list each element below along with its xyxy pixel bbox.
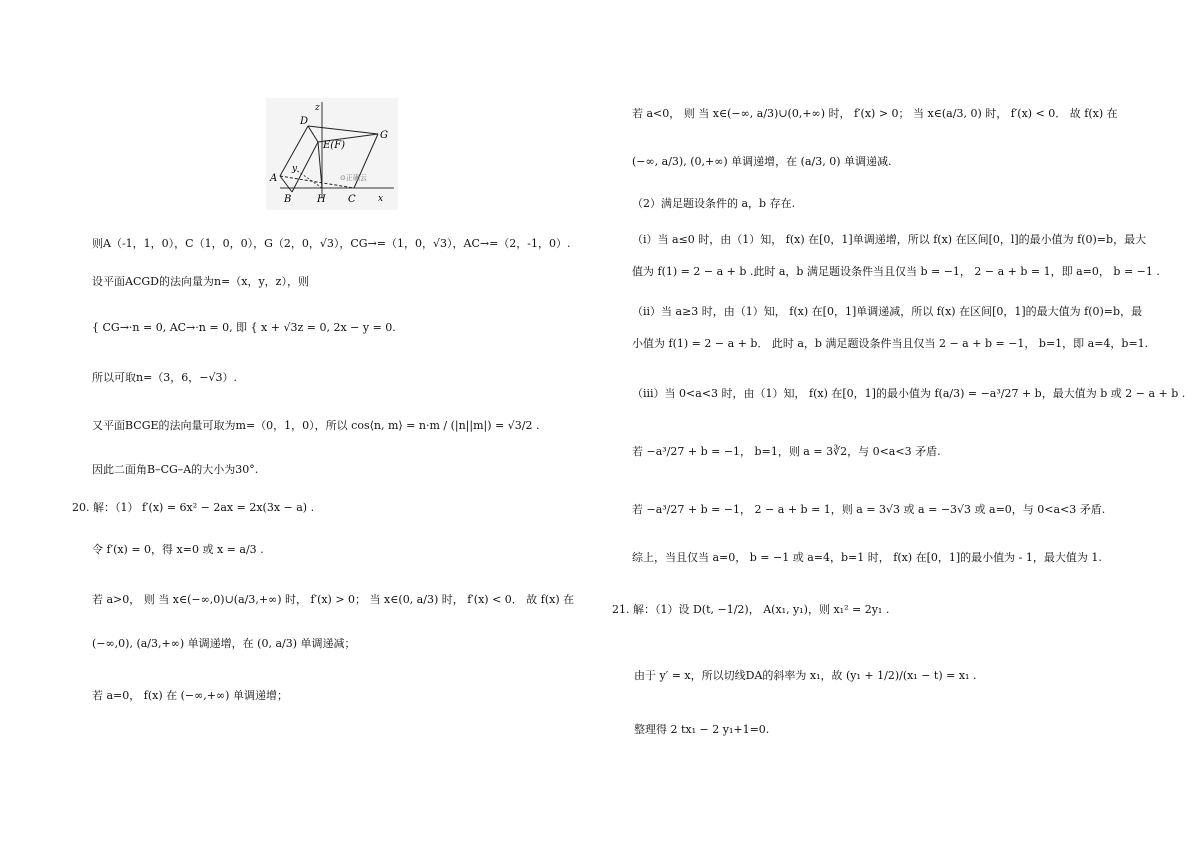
left-line-7: 20. 解：（1） f′(x) = 6x² − 2ax = 2x(3x − a) . (72, 501, 315, 514)
point-b-label: B (284, 194, 292, 205)
left-line-11: 若 a=0， f(x) 在 (−∞,+∞) 单调递增； (92, 689, 288, 702)
right-line-9: 若 −a³/27 + b = −1， b=1，则 a = 3∛2，与 0<a<3 矛盾. (632, 445, 941, 458)
left-line-6: 因此二面角B–CG–A的大小为30°. (92, 463, 259, 476)
right-line-11: 综上，当且仅当 a=0， b = −1 或 a=4，b=1 时， f(x) 在[0，1]的最小值为 - 1，最大值为 1. (632, 551, 1102, 564)
left-line-2: 设平面ACGD的法向量为n=（x，y，z），则 (92, 275, 309, 288)
right-line-5: 值为 f(1) = 2 − a + b .此时 a，b 满足题设条件当且仅当 b = −1， 2 − a + b = 1，即 a=0， b = −1 . (632, 265, 1160, 278)
geometry-figure (266, 98, 398, 210)
axis-z-label: z (315, 103, 320, 113)
point-c-label: C (348, 194, 356, 205)
axis-x-label: x (378, 194, 384, 204)
left-line-1: 则A（-1，1，0），C（1，0，0），G（2，0，√3），CG→=（1，0，√3），AC→=（2，-1，0）. (92, 237, 571, 250)
right-line-10: 若 −a³/27 + b = −1， 2 − a + b = 1，则 a = 3√3 或 a = −3√3 或 a=0，与 0<a<3 矛盾. (632, 503, 1106, 516)
right-line-13: 由于 y′ = x，所以切线DA的斜率为 x₁，故 (y₁ + 1/2)/(x₁ − t) = x₁ . (634, 669, 977, 682)
right-line-14: 整理得 2 tx₁ − 2 y₁+1=0. (634, 723, 770, 736)
right-line-12: 21. 解：（1）设 D(t, −1/2)， A(x₁, y₁)，则 x₁² = 2y₁ . (612, 603, 890, 616)
left-line-10: (−∞,0), (a/3,+∞) 单调递增，在 (0, a/3) 单调递减； (92, 637, 356, 650)
left-line-9: 若 a>0， 则 当 x∈(−∞,0)∪(a/3,+∞) 时， f′(x) > 0； 当 x∈(0, a/3) 时， f′(x) < 0． 故 f(x) 在 (92, 593, 575, 606)
axis-y-label: y (292, 164, 298, 174)
left-line-5: 又平面BCGE的法向量可取为m=（0，1，0），所以 cos⟨n, m⟩ = n·m / (|n||m|) = √3/2 . (92, 419, 540, 432)
watermark-text: ⊙正确云 (340, 174, 367, 182)
point-a-label: A (270, 173, 278, 184)
point-g-label: G (380, 130, 388, 141)
right-line-4: （i）当 a≤0 时，由（1）知， f(x) 在[0，1]单调递增，所以 f(x) 在区间[0，l]的最小值为 f(0)=b，最大 (632, 233, 1147, 246)
point-ef-label: E(F) (323, 140, 346, 151)
right-line-8: （iii）当 0<a<3 时，由（1）知， f(x) 在[0，1]的最小值为 f(a/3) = −a³/27 + b，最大值为 b 或 2 − a + b . (632, 387, 1186, 400)
prism-diagram (266, 98, 398, 210)
right-line-7: 小值为 f(1) = 2 − a + b． 此时 a，b 满足题设条件当且仅当 2 − a + b = −1， b=1，即 a=4，b=1. (632, 337, 1149, 350)
right-line-6: （ii）当 a≥3 时，由（1）知， f(x) 在[0，1]单调递减，所以 f(x) 在区间[0，1]的最大值为 f(0)=b，最 (632, 305, 1143, 318)
left-line-8: 令 f′(x) = 0，得 x=0 或 x = a/3 . (92, 543, 264, 556)
point-d-label: D (300, 116, 309, 127)
right-line-1: 若 a<0， 则 当 x∈(−∞, a/3)∪(0,+∞) 时， f′(x) > 0； 当 x∈(a/3, 0) 时， f′(x) < 0． 故 f(x) 在 (632, 107, 1118, 120)
left-line-3: { CG→·n = 0, AC→·n = 0, 即 { x + √3z = 0, 2x − y = 0. (92, 321, 396, 334)
right-line-2: (−∞, a/3), (0,+∞) 单调递增，在 (a/3, 0) 单调递减. (632, 155, 892, 168)
left-line-4: 所以可取n=（3，6，−√3）. (92, 371, 238, 384)
point-h-label: H (317, 194, 326, 205)
right-line-3: （2）满足题设条件的 a，b 存在. (632, 197, 796, 210)
